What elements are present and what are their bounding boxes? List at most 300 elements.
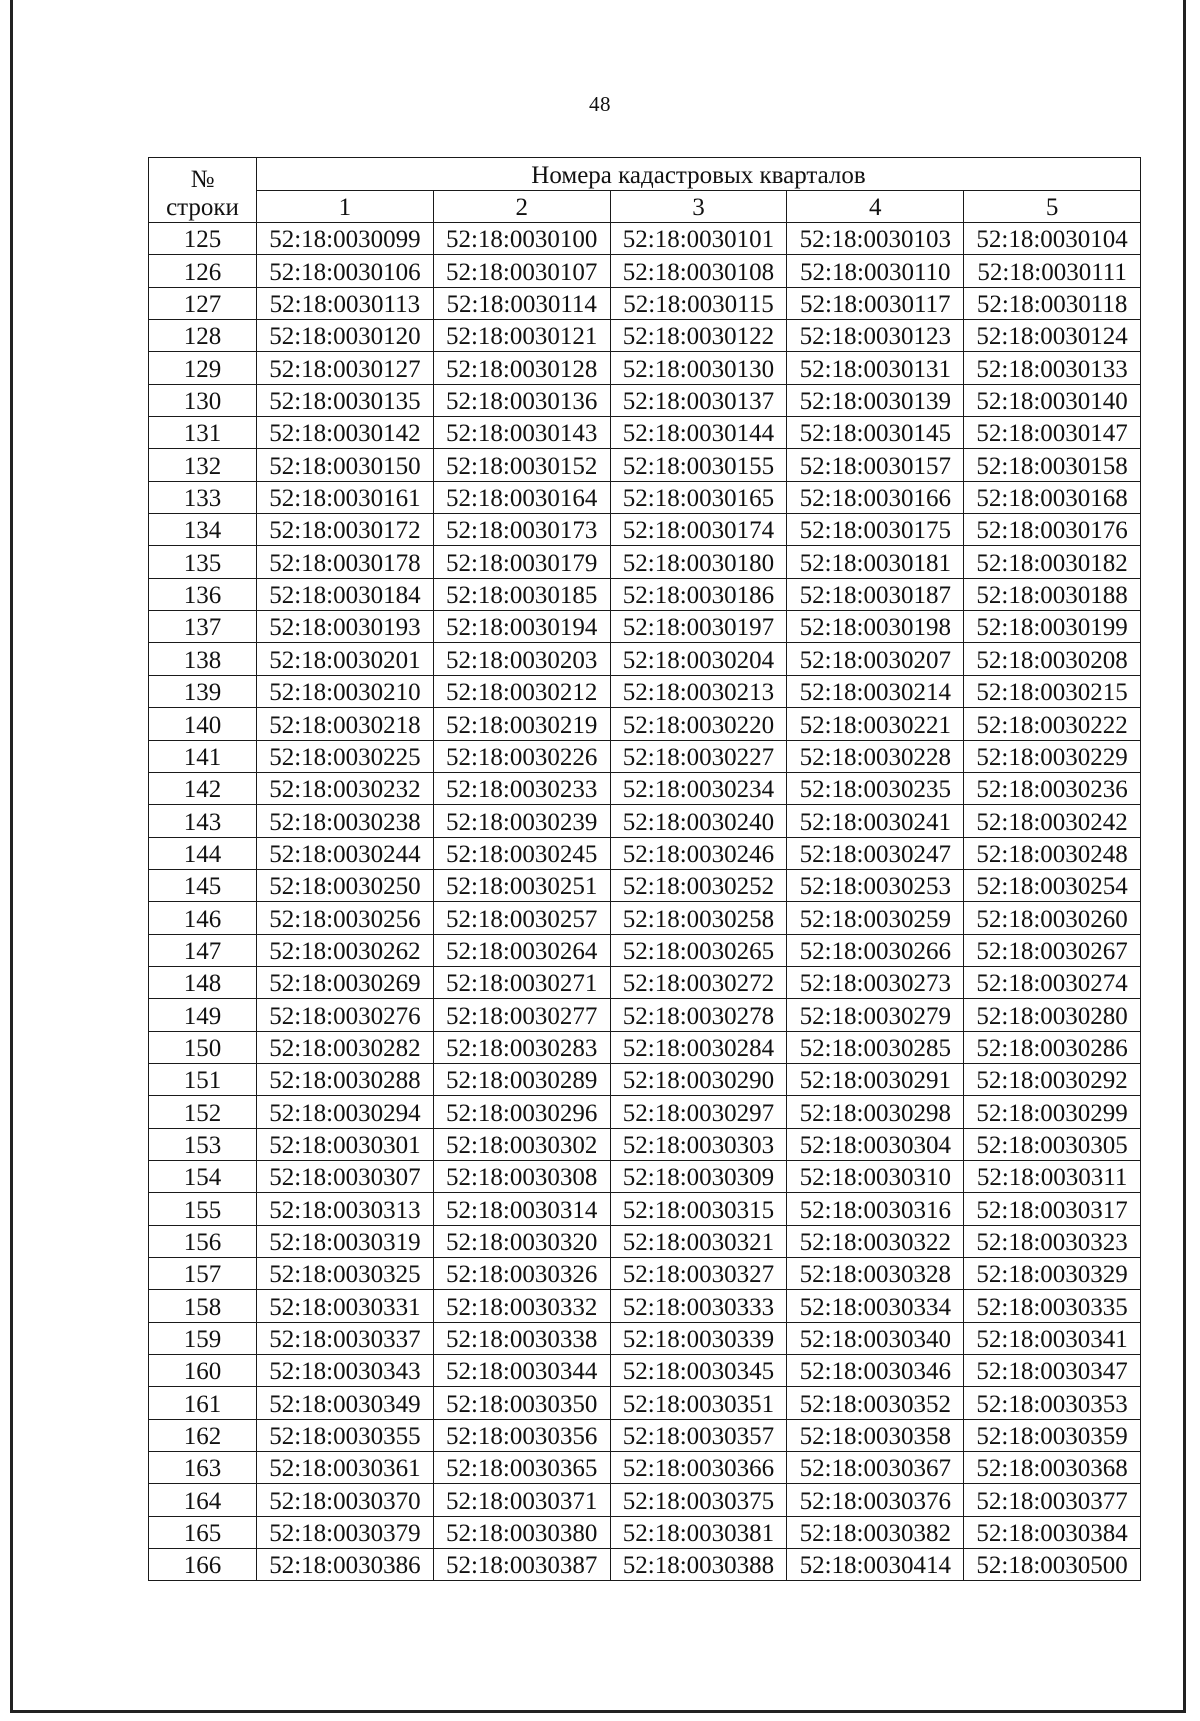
cadastral-number-cell: 52:18:0030351 [610,1387,787,1419]
cadastral-number-cell: 52:18:0030323 [964,1225,1141,1257]
table-row [149,643,1141,675]
table-row [149,514,1141,546]
cadastral-number-cell: 52:18:0030221 [787,708,964,740]
cadastral-number-cell: 52:18:0030384 [964,1516,1141,1548]
row-number-cell: 128 [149,320,257,352]
cadastral-number-cell: 52:18:0030388 [610,1549,787,1581]
cadastral-number-cell: 52:18:0030338 [433,1322,610,1354]
cadastral-number-cell: 52:18:0030178 [257,546,434,578]
table-row [149,1516,1141,1548]
cadastral-number-cell: 52:18:0030331 [257,1290,434,1322]
cadastral-number-cell: 52:18:0030344 [433,1355,610,1387]
cadastral-number-cell: 52:18:0030264 [433,934,610,966]
cadastral-number-cell: 52:18:0030368 [964,1452,1141,1484]
table-row [149,1160,1141,1192]
cadastral-number-cell: 52:18:0030322 [787,1225,964,1257]
table-row [149,611,1141,643]
cadastral-number-cell: 52:18:0030113 [257,287,434,319]
cadastral-number-cell: 52:18:0030185 [433,578,610,610]
cadastral-number-cell: 52:18:0030111 [964,255,1141,287]
table-row [149,1290,1141,1322]
row-number-cell: 134 [149,514,257,546]
cadastral-number-cell: 52:18:0030193 [257,611,434,643]
cadastral-number-cell: 52:18:0030213 [610,675,787,707]
cadastral-number-cell: 52:18:0030365 [433,1452,610,1484]
cadastral-number-cell: 52:18:0030110 [787,255,964,287]
cadastral-number-cell: 52:18:0030280 [964,999,1141,1031]
row-number-cell: 165 [149,1516,257,1548]
table-row [149,934,1141,966]
cadastral-number-cell: 52:18:0030207 [787,643,964,675]
cadastral-number-cell: 52:18:0030240 [610,805,787,837]
cadastral-number-cell: 52:18:0030367 [787,1452,964,1484]
row-number-cell: 138 [149,643,257,675]
table-row [149,1387,1141,1419]
cadastral-number-cell: 52:18:0030272 [610,966,787,998]
cadastral-number-cell: 52:18:0030304 [787,1128,964,1160]
cadastral-number-cell: 52:18:0030311 [964,1160,1141,1192]
cadastral-number-cell: 52:18:0030379 [257,1516,434,1548]
cadastral-number-cell: 52:18:0030317 [964,1193,1141,1225]
table-row [149,708,1141,740]
rownum-header-top: № [190,166,215,193]
row-number-cell: 141 [149,740,257,772]
cadastral-number-cell: 52:18:0030188 [964,578,1141,610]
table-row [149,966,1141,998]
cadastral-number-cell: 52:18:0030290 [610,1063,787,1095]
row-number-cell: 160 [149,1355,257,1387]
cadastral-number-cell: 52:18:0030229 [964,740,1141,772]
table-row [149,1193,1141,1225]
cadastral-number-cell: 52:18:0030310 [787,1160,964,1192]
cadastral-number-cell: 52:18:0030204 [610,643,787,675]
cadastral-number-cell: 52:18:0030232 [257,772,434,804]
cadastral-number-cell: 52:18:0030106 [257,255,434,287]
cadastral-number-cell: 52:18:0030166 [787,481,964,513]
cadastral-number-cell: 52:18:0030375 [610,1484,787,1516]
cadastral-number-cell: 52:18:0030242 [964,805,1141,837]
row-number-cell: 156 [149,1225,257,1257]
table-row [149,869,1141,901]
cadastral-number-cell: 52:18:0030220 [610,708,787,740]
cadastral-number-cell: 52:18:0030320 [433,1225,610,1257]
table-row [149,384,1141,416]
cadastral-number-cell: 52:18:0030179 [433,546,610,578]
cadastral-number-cell: 52:18:0030335 [964,1290,1141,1322]
cadastral-number-cell: 52:18:0030370 [257,1484,434,1516]
row-number-cell: 142 [149,772,257,804]
cadastral-number-cell: 52:18:0030107 [433,255,610,287]
cadastral-number-cell: 52:18:0030214 [787,675,964,707]
cadastral-number-cell: 52:18:0030194 [433,611,610,643]
row-number-cell: 158 [149,1290,257,1322]
cadastral-number-cell: 52:18:0030238 [257,805,434,837]
cadastral-number-cell: 52:18:0030346 [787,1355,964,1387]
cadastral-number-cell: 52:18:0030235 [787,772,964,804]
cadastral-number-cell: 52:18:0030302 [433,1128,610,1160]
cadastral-number-cell: 52:18:0030168 [964,481,1141,513]
row-number-cell: 129 [149,352,257,384]
cadastral-number-cell: 52:18:0030337 [257,1322,434,1354]
cadastral-number-cell: 52:18:0030288 [257,1063,434,1095]
cadastral-number-cell: 52:18:0030104 [964,223,1141,255]
cadastral-number-cell: 52:18:0030308 [433,1160,610,1192]
cadastral-number-cell: 52:18:0030327 [610,1258,787,1290]
cadastral-number-cell: 52:18:0030343 [257,1355,434,1387]
table-row [149,1258,1141,1290]
cadastral-number-cell: 52:18:0030103 [787,223,964,255]
column-number-header: 4 [787,191,964,223]
cadastral-number-cell: 52:18:0030301 [257,1128,434,1160]
cadastral-number-cell: 52:18:0030259 [787,902,964,934]
row-number-cell: 150 [149,1031,257,1063]
cadastral-number-cell: 52:18:0030277 [433,999,610,1031]
cadastral-number-cell: 52:18:0030292 [964,1063,1141,1095]
cadastral-number-cell: 52:18:0030328 [787,1258,964,1290]
row-number-cell: 132 [149,449,257,481]
cadastral-number-cell: 52:18:0030276 [257,999,434,1031]
cadastral-number-cell: 52:18:0030500 [964,1549,1141,1581]
table-row [149,320,1141,352]
cadastral-number-cell: 52:18:0030325 [257,1258,434,1290]
cadastral-number-cell: 52:18:0030136 [433,384,610,416]
table-row [149,449,1141,481]
cadastral-number-cell: 52:18:0030225 [257,740,434,772]
cadastral-number-cell: 52:18:0030099 [257,223,434,255]
row-number-cell: 147 [149,934,257,966]
table-row [149,1355,1141,1387]
row-number-cell: 162 [149,1419,257,1451]
cadastral-number-cell: 52:18:0030199 [964,611,1141,643]
column-number-header: 3 [610,191,787,223]
row-number-cell: 151 [149,1063,257,1095]
rownum-header-bottom: строки [166,194,239,221]
cadastral-number-cell: 52:18:0030158 [964,449,1141,481]
cadastral-number-cell: 52:18:0030210 [257,675,434,707]
table-row [149,772,1141,804]
cadastral-number-cell: 52:18:0030376 [787,1484,964,1516]
row-number-cell: 139 [149,675,257,707]
cadastral-number-cell: 52:18:0030114 [433,287,610,319]
cadastral-number-cell: 52:18:0030227 [610,740,787,772]
cadastral-number-cell: 52:18:0030121 [433,320,610,352]
cadastral-number-cell: 52:18:0030315 [610,1193,787,1225]
cadastral-number-cell: 52:18:0030147 [964,417,1141,449]
rownum-header [149,158,257,223]
table-row [149,417,1141,449]
table-row [149,546,1141,578]
cadastral-number-cell: 52:18:0030142 [257,417,434,449]
cadastral-number-cell: 52:18:0030377 [964,1484,1141,1516]
cadastral-number-cell: 52:18:0030380 [433,1516,610,1548]
header-row-top [149,158,1141,191]
cadastral-number-cell: 52:18:0030133 [964,352,1141,384]
cadastral-number-cell: 52:18:0030305 [964,1128,1141,1160]
row-number-cell: 130 [149,384,257,416]
cadastral-number-cell: 52:18:0030250 [257,869,434,901]
cadastral-number-cell: 52:18:0030284 [610,1031,787,1063]
table-row [149,1128,1141,1160]
cadastral-number-cell: 52:18:0030269 [257,966,434,998]
row-number-cell: 166 [149,1549,257,1581]
cadastral-number-cell: 52:18:0030186 [610,578,787,610]
cadastral-number-cell: 52:18:0030161 [257,481,434,513]
cadastral-number-cell: 52:18:0030187 [787,578,964,610]
cadastral-number-cell: 52:18:0030260 [964,902,1141,934]
cadastral-number-cell: 52:18:0030414 [787,1549,964,1581]
cadastral-number-cell: 52:18:0030145 [787,417,964,449]
row-number-cell: 153 [149,1128,257,1160]
cadastral-number-cell: 52:18:0030239 [433,805,610,837]
cadastral-number-cell: 52:18:0030101 [610,223,787,255]
cadastral-number-cell: 52:18:0030316 [787,1193,964,1225]
cadastral-number-cell: 52:18:0030267 [964,934,1141,966]
cadastral-number-cell: 52:18:0030100 [433,223,610,255]
table-row [149,999,1141,1031]
table-row [149,902,1141,934]
cadastral-number-cell: 52:18:0030233 [433,772,610,804]
table-row [149,1031,1141,1063]
row-number-cell: 164 [149,1484,257,1516]
cadastral-number-cell: 52:18:0030201 [257,643,434,675]
row-number-cell: 137 [149,611,257,643]
cadastral-number-cell: 52:18:0030155 [610,449,787,481]
row-number-cell: 152 [149,1096,257,1128]
cadastral-number-cell: 52:18:0030345 [610,1355,787,1387]
table-body [149,223,1141,1581]
row-number-cell: 140 [149,708,257,740]
row-number-cell: 154 [149,1160,257,1192]
cadastral-number-cell: 52:18:0030140 [964,384,1141,416]
cadastral-number-cell: 52:18:0030271 [433,966,610,998]
cadastral-number-cell: 52:18:0030174 [610,514,787,546]
cadastral-number-cell: 52:18:0030386 [257,1549,434,1581]
cadastral-number-cell: 52:18:0030234 [610,772,787,804]
cadastral-number-cell: 52:18:0030382 [787,1516,964,1548]
cadastral-number-cell: 52:18:0030131 [787,352,964,384]
cadastral-number-cell: 52:18:0030218 [257,708,434,740]
cadastral-number-cell: 52:18:0030247 [787,837,964,869]
cadastral-number-cell: 52:18:0030258 [610,902,787,934]
cadastral-number-cell: 52:18:0030150 [257,449,434,481]
cadastral-number-cell: 52:18:0030303 [610,1128,787,1160]
cadastral-number-cell: 52:18:0030108 [610,255,787,287]
cadastral-number-cell: 52:18:0030352 [787,1387,964,1419]
cadastral-quarters-table [148,157,1141,1581]
cadastral-number-cell: 52:18:0030184 [257,578,434,610]
cadastral-number-cell: 52:18:0030361 [257,1452,434,1484]
cadastral-number-cell: 52:18:0030124 [964,320,1141,352]
cadastral-number-cell: 52:18:0030115 [610,287,787,319]
cadastral-number-cell: 52:18:0030226 [433,740,610,772]
row-number-cell: 133 [149,481,257,513]
cadastral-number-cell: 52:18:0030222 [964,708,1141,740]
cadastral-number-cell: 52:18:0030143 [433,417,610,449]
cadastral-number-cell: 52:18:0030198 [787,611,964,643]
table-row [149,1419,1141,1451]
row-number-cell: 161 [149,1387,257,1419]
cadastral-number-cell: 52:18:0030118 [964,287,1141,319]
table-row [149,1096,1141,1128]
cadastral-number-cell: 52:18:0030307 [257,1160,434,1192]
table-row [149,1225,1141,1257]
cadastral-number-cell: 52:18:0030157 [787,449,964,481]
table-row [149,1322,1141,1354]
cadastral-number-cell: 52:18:0030152 [433,449,610,481]
cadastral-number-cell: 52:18:0030332 [433,1290,610,1322]
row-number-cell: 126 [149,255,257,287]
cadastral-number-cell: 52:18:0030130 [610,352,787,384]
table-row [149,675,1141,707]
cadastral-number-cell: 52:18:0030279 [787,999,964,1031]
cadastral-number-cell: 52:18:0030298 [787,1096,964,1128]
cadastral-number-cell: 52:18:0030248 [964,837,1141,869]
cadastral-number-cell: 52:18:0030137 [610,384,787,416]
cadastral-number-cell: 52:18:0030123 [787,320,964,352]
cadastral-number-cell: 52:18:0030282 [257,1031,434,1063]
cadastral-number-cell: 52:18:0030164 [433,481,610,513]
table-row [149,1063,1141,1095]
cadastral-number-cell: 52:18:0030172 [257,514,434,546]
table-row [149,578,1141,610]
cadastral-number-cell: 52:18:0030182 [964,546,1141,578]
row-number-cell: 127 [149,287,257,319]
cadastral-number-cell: 52:18:0030265 [610,934,787,966]
cadastral-number-cell: 52:18:0030278 [610,999,787,1031]
cadastral-number-cell: 52:18:0030273 [787,966,964,998]
cadastral-number-cell: 52:18:0030135 [257,384,434,416]
row-number-cell: 163 [149,1452,257,1484]
row-number-cell: 143 [149,805,257,837]
cadastral-number-cell: 52:18:0030349 [257,1387,434,1419]
cadastral-number-cell: 52:18:0030289 [433,1063,610,1095]
cadastral-number-cell: 52:18:0030294 [257,1096,434,1128]
cadastral-number-cell: 52:18:0030341 [964,1322,1141,1354]
cadastral-number-cell: 52:18:0030245 [433,837,610,869]
cadastral-number-cell: 52:18:0030286 [964,1031,1141,1063]
row-number-cell: 135 [149,546,257,578]
cadastral-number-cell: 52:18:0030253 [787,869,964,901]
cadastral-number-cell: 52:18:0030321 [610,1225,787,1257]
cadastral-number-cell: 52:18:0030203 [433,643,610,675]
table-row [149,1484,1141,1516]
row-number-cell: 131 [149,417,257,449]
cadastral-number-cell: 52:18:0030236 [964,772,1141,804]
cadastral-number-cell: 52:18:0030256 [257,902,434,934]
cadastral-number-cell: 52:18:0030329 [964,1258,1141,1290]
cadastral-number-cell: 52:18:0030283 [433,1031,610,1063]
cadastral-number-cell: 52:18:0030333 [610,1290,787,1322]
cadastral-number-cell: 52:18:0030175 [787,514,964,546]
table-row [149,223,1141,255]
cadastral-number-cell: 52:18:0030313 [257,1193,434,1225]
table-row [149,287,1141,319]
cadastral-number-cell: 52:18:0030241 [787,805,964,837]
table-row [149,837,1141,869]
table-row [149,1549,1141,1581]
cadastral-number-cell: 52:18:0030314 [433,1193,610,1225]
cadastral-number-cell: 52:18:0030353 [964,1387,1141,1419]
column-number-header: 5 [964,191,1141,223]
cadastral-number-cell: 52:18:0030359 [964,1419,1141,1451]
row-number-cell: 136 [149,578,257,610]
cadastral-number-cell: 52:18:0030219 [433,708,610,740]
cadastral-number-cell: 52:18:0030340 [787,1322,964,1354]
table-row [149,352,1141,384]
cadastral-number-cell: 52:18:0030355 [257,1419,434,1451]
cadastral-number-cell: 52:18:0030139 [787,384,964,416]
cadastral-number-cell: 52:18:0030358 [787,1419,964,1451]
row-number-cell: 157 [149,1258,257,1290]
column-number-header: 1 [257,191,434,223]
group-header: Номера кадастровых кварталов [257,158,1141,191]
cadastral-number-cell: 52:18:0030144 [610,417,787,449]
cadastral-number-cell: 52:18:0030244 [257,837,434,869]
cadastral-number-cell: 52:18:0030251 [433,869,610,901]
cadastral-number-cell: 52:18:0030291 [787,1063,964,1095]
cadastral-number-cell: 52:18:0030254 [964,869,1141,901]
cadastral-number-cell: 52:18:0030299 [964,1096,1141,1128]
cadastral-number-cell: 52:18:0030212 [433,675,610,707]
cadastral-number-cell: 52:18:0030266 [787,934,964,966]
row-number-cell: 159 [149,1322,257,1354]
table-row [149,255,1141,287]
row-number-cell: 125 [149,223,257,255]
cadastral-number-cell: 52:18:0030117 [787,287,964,319]
cadastral-number-cell: 52:18:0030319 [257,1225,434,1257]
cadastral-number-cell: 52:18:0030262 [257,934,434,966]
cadastral-number-cell: 52:18:0030326 [433,1258,610,1290]
row-number-cell: 155 [149,1193,257,1225]
cadastral-number-cell: 52:18:0030215 [964,675,1141,707]
table-row [149,805,1141,837]
cadastral-number-cell: 52:18:0030356 [433,1419,610,1451]
cadastral-number-cell: 52:18:0030366 [610,1452,787,1484]
cadastral-number-cell: 52:18:0030274 [964,966,1141,998]
cadastral-number-cell: 52:18:0030285 [787,1031,964,1063]
cadastral-number-cell: 52:18:0030257 [433,902,610,934]
row-number-cell: 148 [149,966,257,998]
table-row [149,740,1141,772]
cadastral-number-cell: 52:18:0030381 [610,1516,787,1548]
cadastral-number-cell: 52:18:0030165 [610,481,787,513]
cadastral-number-cell: 52:18:0030176 [964,514,1141,546]
cadastral-number-cell: 52:18:0030228 [787,740,964,772]
cadastral-number-cell: 52:18:0030120 [257,320,434,352]
cadastral-number-cell: 52:18:0030297 [610,1096,787,1128]
cadastral-number-cell: 52:18:0030127 [257,352,434,384]
cadastral-number-cell: 52:18:0030347 [964,1355,1141,1387]
cadastral-number-cell: 52:18:0030246 [610,837,787,869]
cadastral-number-cell: 52:18:0030296 [433,1096,610,1128]
cadastral-number-cell: 52:18:0030181 [787,546,964,578]
row-number-cell: 144 [149,837,257,869]
table-header [149,158,1141,223]
cadastral-number-cell: 52:18:0030350 [433,1387,610,1419]
cadastral-number-cell: 52:18:0030180 [610,546,787,578]
cadastral-number-cell: 52:18:0030122 [610,320,787,352]
column-number-header: 2 [433,191,610,223]
table-row [149,1452,1141,1484]
cadastral-number-cell: 52:18:0030309 [610,1160,787,1192]
cadastral-number-cell: 52:18:0030197 [610,611,787,643]
cadastral-number-cell: 52:18:0030371 [433,1484,610,1516]
cadastral-number-cell: 52:18:0030334 [787,1290,964,1322]
row-number-cell: 149 [149,999,257,1031]
cadastral-number-cell: 52:18:0030173 [433,514,610,546]
header-row-column-numbers [149,191,1141,223]
row-number-cell: 146 [149,902,257,934]
